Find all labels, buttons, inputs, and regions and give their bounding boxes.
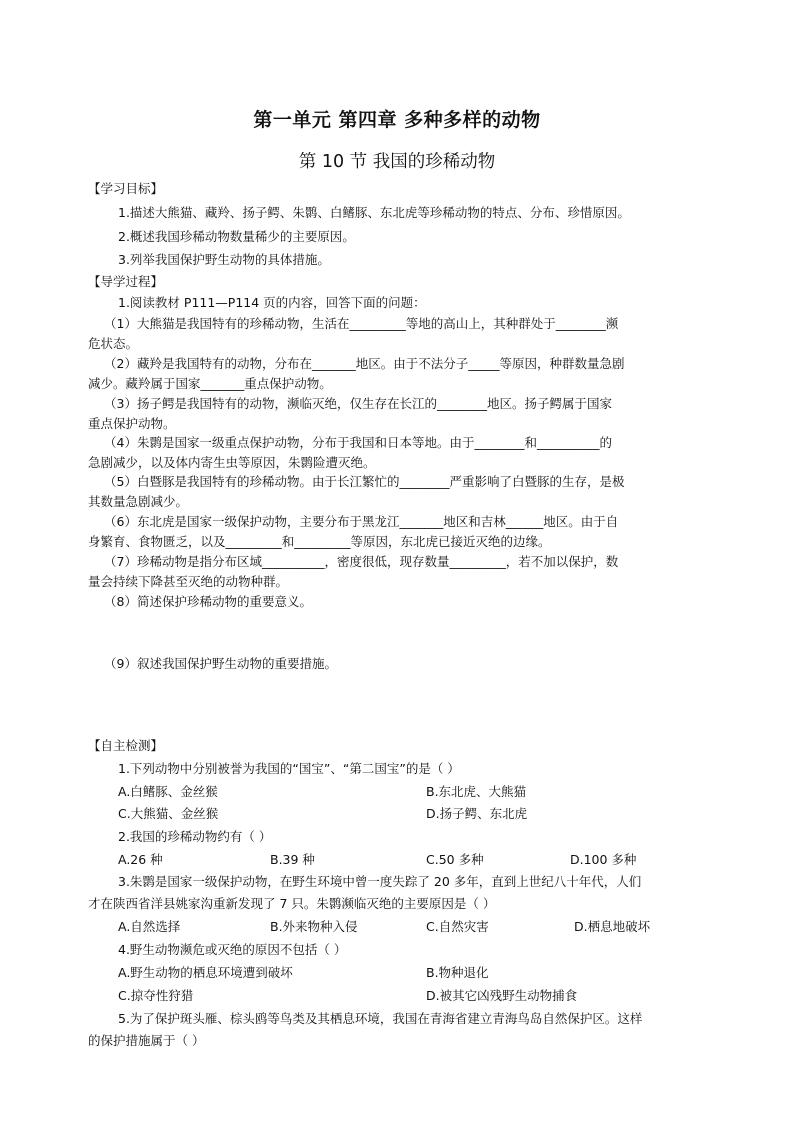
process-line: （1）大熊猫是我国特有的珍稀动物，生活在_________等地的高山上，其种群处于________濒 xyxy=(104,316,619,331)
process-line: 量会持续下降甚至灭绝的动物种群。 xyxy=(88,574,289,589)
answer-option[interactable]: A.自然选择 xyxy=(118,919,181,934)
answer-option[interactable]: A.野生动物的栖息环境遭到破坏 xyxy=(118,965,293,980)
question-stem: 2.我国的珍稀动物约有（ ） xyxy=(118,829,272,844)
process-line: 1.阅读教材 P111—P114 页的内容，回答下面的问题： xyxy=(118,295,426,310)
answer-option[interactable]: C.大熊猫、金丝猴 xyxy=(118,806,219,821)
answer-option[interactable]: B.物种退化 xyxy=(426,965,489,980)
answer-option[interactable]: C.50 多种 xyxy=(426,852,484,867)
section-title: 第 10 节 我国的珍稀动物 xyxy=(298,152,496,172)
answer-option[interactable]: D.栖息地破坏 xyxy=(574,919,651,934)
process-header: 【导学过程】 xyxy=(88,274,164,289)
process-line: （8）简述保护珍稀动物的重要意义。 xyxy=(104,594,312,609)
process-line: （3）扬子鳄是我国特有的动物，濒临灭绝，仅生存在长江的________地区。扬子鳄属于国家 xyxy=(104,396,612,411)
answer-option[interactable]: B.东北虎、大熊猫 xyxy=(426,784,527,799)
process-line: 减少。藏羚属于国家_______重点保护动物。 xyxy=(88,376,332,391)
objective-item: 1.描述大熊猫、藏羚、扬子鳄、朱鹮、白鳍豚、东北虎等珍稀动物的特点、分布、珍惜原因。 xyxy=(118,205,630,220)
objective-item: 3.列举我国保护野生动物的具体措施。 xyxy=(118,252,330,267)
answer-option[interactable]: A.26 种 xyxy=(118,852,163,867)
answer-option[interactable]: C.掠夺性狩猎 xyxy=(118,988,194,1003)
process-line: （4）朱鹮是国家一级重点保护动物，分布于我国和日本等地。由于________和__________的 xyxy=(104,435,612,450)
answer-option[interactable]: D.扬子鳄、东北虎 xyxy=(426,806,528,821)
process-line: （9）叙述我国保护野生动物的重要措施。 xyxy=(104,656,337,671)
process-line: 身繁育、食物匮乏，以及_________和_________等原因，东北虎已接近灭绝的边缘。 xyxy=(88,534,551,549)
selftest-header: 【自主检测】 xyxy=(88,738,164,753)
answer-option[interactable]: B.39 种 xyxy=(270,852,315,867)
answer-option[interactable]: C.自然灾害 xyxy=(426,919,489,934)
process-line: （7）珍稀动物是指分布区域__________，密度很低，现存数量_________，若不加以保护，数 xyxy=(104,554,619,569)
question-stem: 3.朱鹮是国家一级保护动物，在野生环境中曾一度失踪了 20 多年，直到上世纪八十年代，人们 xyxy=(118,874,642,889)
process-line: 重点保护动物。 xyxy=(88,416,176,431)
answer-option[interactable]: A.白鳍豚、金丝猴 xyxy=(118,784,218,799)
question-stem: 才在陕西省洋县姚家沟重新发现了 7 只。朱鹮濒临灭绝的主要原因是（ ） xyxy=(88,896,496,911)
process-line: （6）东北虎是国家一级保护动物，主要分布于黑龙江_______地区和吉林______地区。由于自 xyxy=(104,514,619,529)
question-stem: 4.野生动物濒危或灭绝的原因不包括（ ） xyxy=(118,942,347,957)
question-stem: 的保护措施属于（ ） xyxy=(88,1033,205,1048)
objectives-header: 【学习目标】 xyxy=(88,181,164,196)
answer-option[interactable]: B.外来物种入侵 xyxy=(270,919,358,934)
process-line: （2）藏羚是我国特有的动物，分布在_______地区。由于不法分子_____等原因，种群数量急剧 xyxy=(104,356,625,371)
process-line: 危状态。 xyxy=(88,336,139,351)
chapter-title: 第一单元 第四章 多种多样的动物 xyxy=(253,109,541,131)
answer-option[interactable]: D.被其它凶残野生动物捕食 xyxy=(426,988,578,1003)
process-line: 其数量急剧减少。 xyxy=(88,494,189,509)
process-line: （5）白暨豚是我国特有的珍稀动物。由于长江繁忙的________严重影响了白暨豚的生存，是极 xyxy=(104,474,625,489)
question-stem: 5.为了保护斑头雁、棕头鸥等鸟类及其栖息环境，我国在青海省建立青海鸟岛自然保护区。这样 xyxy=(118,1011,643,1026)
question-stem: 1.下列动物中分别被誉为我国的“国宝”、“第二国宝”的是（ ） xyxy=(118,761,460,776)
answer-option[interactable]: D.100 多种 xyxy=(570,852,637,867)
process-line: 急剧减少，以及体内寄生虫等原因，朱鹮险遭灭绝。 xyxy=(88,455,376,470)
objective-item: 2.概述我国珍稀动物数量稀少的主要原因。 xyxy=(118,229,355,244)
